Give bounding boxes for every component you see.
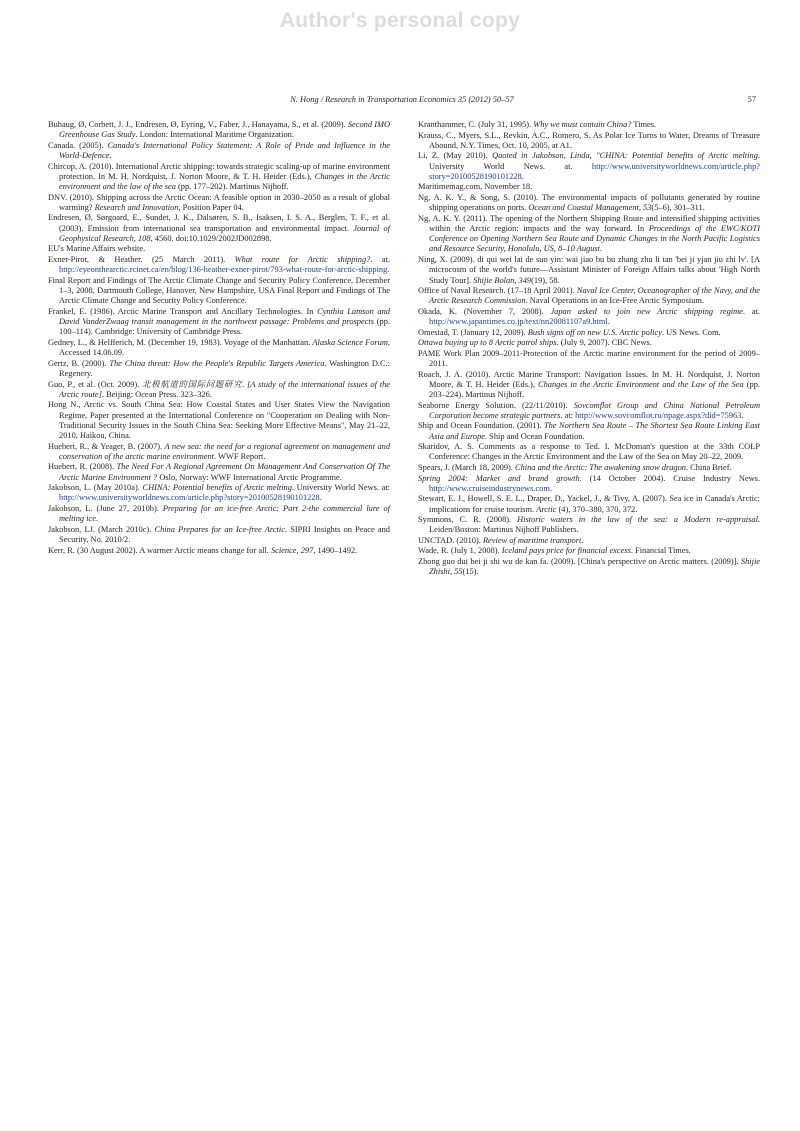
reference-text: , Position Paper 04. xyxy=(178,202,244,212)
reference-entry xyxy=(418,421,760,442)
reference-entry xyxy=(48,213,390,244)
reference-text: Times. xyxy=(631,120,657,129)
reference-text: . xyxy=(549,483,552,493)
reference-title: Journal of Geophysical Research, 108 xyxy=(59,223,390,243)
reference-text: Canada. (2005). xyxy=(48,140,108,150)
reference-title: Naval Ice Center, Oceanographer of the Navy, and the Arctic Research Commission xyxy=(429,286,760,306)
reference-title: Canada's International Policy Statement: A Role of Pride and Influence in the World-Defence xyxy=(59,140,390,161)
reference-text: . China Brief. xyxy=(685,463,732,472)
reference-text: Jakobson, LJ. (March 2010c). xyxy=(48,524,155,534)
reference-text: Office of Naval Research. (17–18 April 2001). xyxy=(418,286,577,296)
reference-text: Ning, X. (2009). di qui wei lai de suo yin: wai jiao bu bu zhang zhu li tan 'bei ji yjan jiu zhi lv'. [A microcosm of the world's future—Assistant Minister of Foreign Affairs talks about 'High North Study Tour]. xyxy=(418,255,760,285)
reference-title: Bush signs off on new U.S. Arctic policy xyxy=(527,327,662,337)
reference-text: Huebert, R., & Yeager, B. (2007). xyxy=(48,441,165,451)
reference-text: Ng, A. K. Y., & Song, S. (2010). The environmental impacts of pollutants generated by routine shipping operations on ports. xyxy=(418,192,760,213)
reference-entry xyxy=(418,463,760,473)
reference-text: . xyxy=(387,265,390,275)
reference-title: Research and Innovation xyxy=(94,202,179,212)
reference-text: Symmons, C. R. (2008). xyxy=(418,515,518,525)
reference-text: . xyxy=(581,535,584,545)
reference-entry xyxy=(418,307,760,328)
reference-title: Ottawa buying up to 8 Arctic patrol ships xyxy=(418,338,557,348)
reference-text: . at. xyxy=(370,255,391,265)
reference-entry xyxy=(418,120,760,130)
reference-text: , Accessed 14.06.09. xyxy=(59,337,390,358)
reference-title: Historic waters in the law of the sea: a Modern re-appraisal xyxy=(517,515,758,525)
reference-text: Final Report and Findings of The Arctic Climate Change and Security Policy Conference, December 1–3, 2008, Dartmouth College, Hanover, New Hampshire, USA Final Report and Findings of The Arctic Climate Change and Security Policy Conference. xyxy=(48,275,390,306)
reference-text: Krauss, C., Myers, S.L., Revkin, A.C., Romero, S. As Polar Ice Turns to Water, Dreams of Treasure Abound, N.Y. Times, Oct. 10, 2005, at A1. xyxy=(418,130,760,150)
reference-text: Roach, J. A. (2010). Arctic Marine Transport: Navigation Issues. In M. H. Nordquist, J. Norton Moore, & T. H. Heider (Eds.), xyxy=(418,369,760,389)
reference-title: Cynthia Lamson and David VanderZwaag transit management in the northwest passage: Problems and prospects xyxy=(59,306,390,327)
reference-title: China and the Arctic: The awakening snow dragon xyxy=(515,463,686,472)
reference-text: (pp. 177–202). Martinus Nijhoff. xyxy=(175,182,289,192)
reference-title: Changes in the Arctic Environment and the Law of the Sea xyxy=(538,379,744,389)
reference-title: Iceland pays price for financial excess xyxy=(501,546,631,556)
running-header xyxy=(48,95,756,109)
reference-text: DNV. (2010). Shipping across the Arctic Ocean: A feasible option in 2030–2050 as a result of global warming? xyxy=(48,192,390,212)
reference-text: . (July 9, 2007). CBC News. xyxy=(556,338,652,348)
reference-title: The China threat: How the People's Republic Targets America xyxy=(109,358,325,368)
reference-entry xyxy=(48,276,390,307)
reference-text: Kranthammer, C. (July 31, 1995). xyxy=(418,120,534,129)
reference-text: Endresen, Ø, Sørgoard, E., Sundet, J. K., Dalsøren, S. B., Isaksen, I. S. A., Berglen, T. F., et al. (2003). Emission from international sea transportation and environmental impact. xyxy=(48,213,390,233)
reference-title: The Need For A Regional Agreement On Management And Conservation Of The Arctic Marine Environment ? xyxy=(59,462,391,482)
reference-text: Jakobson, L. (May 2010a). xyxy=(48,483,143,493)
reference-text: Wade, R. (July 1, 2008). xyxy=(418,546,502,556)
reference-title: Alaska Science Forum xyxy=(312,337,388,347)
reference-text: Gertz, B. (2000). xyxy=(48,358,110,368)
reference-text: . US News. Com. xyxy=(661,327,721,337)
reference-title: Quoted in Jakobson, Linda, "CHINA: Potential benefits of Arctic melting xyxy=(492,151,758,161)
reference-title: Second IMO Greenhouse Gas Study xyxy=(59,120,391,140)
reference-title: Shijie Bolan, 349 xyxy=(473,275,532,285)
reference-text: Skaridov, A. S. Comments as a response to Ted. I. McDoman's question at the 33th COLP Conference: Changes in the Arctic Environment and the Law of the Sea on May 20–22, 2009. xyxy=(418,442,760,462)
reference-text: Spears, J. (March 18, 2009). xyxy=(418,463,515,472)
watermark: Author's personal copy xyxy=(279,9,521,32)
reference-text: . WWF Report. xyxy=(213,451,266,461)
reference-entry xyxy=(48,504,390,525)
reference-text: Ng, A. K. Y. (2011). The opening of the Northern Shipping Route and intensified shipping activities within the Arctic region: impacts and the way forward. In xyxy=(418,213,760,233)
reference-text: . University World News. at: xyxy=(291,483,391,493)
reference-title: Changes in the Arctic environment and the law of the sea xyxy=(59,171,390,192)
reference-title: CHINA: Potential benefits of Arctic melting xyxy=(142,483,292,493)
reference-entry xyxy=(418,515,760,536)
reference-title: Review of maritime transport xyxy=(482,535,582,545)
reference-text: Gedney, L., & Helfferich, M. (December 19, 1983). Voyage of the Manhattan. xyxy=(48,337,313,347)
reference-entry xyxy=(418,546,760,556)
reference-text: . xyxy=(319,493,322,503)
reference-text: . at: xyxy=(560,410,576,420)
reference-entry xyxy=(418,255,760,286)
reference-text: . Washington D.C.: Regenery. xyxy=(59,358,390,378)
reference-entry xyxy=(48,141,390,162)
reference-text: (19), 58. xyxy=(531,275,560,285)
reference-link[interactable]: http://www.sovcomflot.ru/npage.aspx?did=75963 xyxy=(575,410,742,420)
reference-entry xyxy=(48,359,390,380)
reference-title: Ocean and Coastal Management, 53 xyxy=(528,203,652,213)
reference-text: (5–6), 301–311. xyxy=(651,203,705,213)
reference-title: Preparing for an ice-free Arctic: Part 2-the commercial lure of melting ice xyxy=(59,504,390,524)
reference-link[interactable]: http://eyeonthearctic.rcinet.ca/en/blog/136-heather-exner-pirot/793-what-route-for-arctic-shipping xyxy=(59,265,388,275)
reference-text: . Ship and Ocean Foundation. xyxy=(484,431,585,441)
reference-text: . Beijing: Ocean Press. 323–326. xyxy=(101,389,212,399)
reference-entry xyxy=(48,307,390,338)
reference-title: Japan asked to join new Arctic shipping regime xyxy=(550,306,743,316)
reference-text: UNCTAD. (2010). xyxy=(418,535,483,545)
reference-entry xyxy=(418,494,760,515)
reference-text: Maritimemag.com, November 18. xyxy=(418,182,533,192)
reference-text: PAME Work Plan 2009–2011-Protection of the Arctic marine environment for the period of 2009–2011. xyxy=(418,348,760,369)
reference-text: . xyxy=(521,171,524,181)
reference-text: (4), 370–380, 370, 372. xyxy=(556,504,638,514)
reference-text: . xyxy=(109,151,112,161)
reference-title: Spring 2004: Market and brand growth xyxy=(418,473,580,483)
reference-text: Kerr, R. (30 August 2002). A warmer Arctic means change for all. xyxy=(48,545,271,555)
reference-entry xyxy=(48,244,390,254)
reference-text: Buhaug, Ø, Corbett, J. J., Endresen, Ø, Eyring, V., Faber, J., Hanayama, S., et al. (2009). xyxy=(48,120,348,129)
reference-entry xyxy=(418,349,760,370)
reference-title: Proceedings of the EWC/KOTI Conference on Opening Northern Sea Route and Dynamic Changes in the North Pacific Logistics and Resource Security, Honolulu, US, 8–10 August xyxy=(429,223,760,254)
reference-entry xyxy=(418,131,760,152)
reference-text: Ship and Ocean Foundation. (2001). xyxy=(418,421,544,431)
reference-text: (pp. 203–224). Martinus Nijhoff. xyxy=(429,379,760,400)
reference-title: 北极航道的国际问题研究. [A study of the international issues of the Arctic route] xyxy=(59,379,390,399)
reference-entry xyxy=(418,474,760,495)
reference-text: EU's Marine Affairs website. xyxy=(48,244,146,254)
reference-text: . University World News. at. xyxy=(429,151,760,171)
reference-entry xyxy=(418,151,760,182)
reference-text: Zhong guo dui bei ji shi wu de kan fa. (2009). [China's perspective on Arctic matters. (2009)]. xyxy=(418,557,741,567)
reference-text: (15). xyxy=(462,567,479,577)
reference-text: Frankel, E. (1986). Arctic Marine Transport and Ancillary Technologies. In xyxy=(48,306,318,316)
reference-text: , 4560. doi:10.1029/2002JD002898. xyxy=(150,233,272,243)
reference-entry xyxy=(418,370,760,401)
reference-entry xyxy=(418,338,760,348)
reference-text: . at. xyxy=(742,306,760,316)
reference-text: (pp. 100–114). Cambridge: University of Cambridge Press. xyxy=(59,317,390,337)
reference-title: Sovcomflot Group and China National Petroleum Corporation become strategic partners xyxy=(429,400,760,420)
reference-title: Science, 297 xyxy=(270,545,314,555)
reference-text: . Naval Operations in an Ice-Free Arctic Symposium. xyxy=(525,296,704,306)
reference-text: , 1490–1492. xyxy=(313,545,358,555)
reference-text: Exner-Pirot, & Heather. (25 March 2011). xyxy=(48,255,235,265)
reference-entry xyxy=(418,442,760,463)
reference-entry xyxy=(418,214,760,255)
reference-text: . SIPRI Insights on Peace and Security, No. 2010/2. xyxy=(59,524,390,545)
reference-text: Omestad, T. (January 12, 2009). xyxy=(418,327,528,337)
reference-text: . xyxy=(599,244,603,254)
reference-title: A new sea: the need for a regional agreement on management and conservation of the arctic marine environment xyxy=(59,441,391,461)
reference-text: Huebert, R. (2008). xyxy=(48,462,117,472)
reference-entry xyxy=(48,193,390,214)
reference-entry xyxy=(418,193,760,214)
reference-link[interactable]: http://www.japantimes.co.jp/text/nn20081107a9.html xyxy=(429,317,608,327)
reference-entry xyxy=(48,120,390,141)
reference-entry xyxy=(418,536,760,546)
reference-entry xyxy=(48,462,390,483)
page-number: 57 xyxy=(747,95,756,104)
reference-text: . xyxy=(95,514,99,524)
reference-entry xyxy=(48,525,390,546)
reference-title: Shijie Zhishi, 55 xyxy=(429,557,760,577)
references-right-column xyxy=(418,120,760,578)
reference-title: The Northern Sea Route – The Shortest Sea Route Linking East Asia and Europe xyxy=(429,421,760,441)
reference-entry xyxy=(48,255,390,276)
reference-entry xyxy=(48,546,390,556)
reference-text: . London: International Maritime Organization. xyxy=(135,130,294,140)
reference-entry xyxy=(418,286,760,307)
reference-text: . xyxy=(741,410,744,420)
reference-text: Li, Z. (May 2010). xyxy=(418,151,493,161)
reference-text: . xyxy=(607,317,610,327)
reference-text: . (14 October 2004). Cruise Industry News. xyxy=(579,473,761,483)
reference-entry xyxy=(418,328,760,338)
reference-text: Oslo, Norway: WWF International Arctic Programme. xyxy=(157,472,342,482)
reference-text: . Leiden/Boston: Martinus Nijhoff Publishers. xyxy=(429,515,760,535)
reference-title: What route for Arctic shipping? xyxy=(234,255,371,265)
reference-entry xyxy=(48,338,390,359)
reference-title: Why we must contain China? xyxy=(533,120,632,129)
reference-text: Chircop, A. (2010). International Arctic shipping: towards strategic scaling-up of marine environment protection. In M. H. Nordquist, J. Norton Moore, & T. H. Heider (Eds.), xyxy=(48,161,390,181)
reference-entry xyxy=(48,400,390,441)
reference-text: Guo, P., et al. (Oct. 2009). xyxy=(48,379,143,389)
reference-entry xyxy=(48,162,390,193)
reference-link[interactable]: http://www.universityworldnews.com/article.php?story=20100528190101228 xyxy=(429,161,760,181)
reference-title: Arctic xyxy=(536,504,557,514)
journal-citation: N. Hong / Research in Transportation Economics 35 (2012) 50–57 xyxy=(290,95,514,104)
reference-text: . Financial Times. xyxy=(630,546,691,556)
reference-text: Hong N., Arctic vs. South China Sea: How Coastal States and User States View the Navigation Regime, Paper presented at the International Conference on "Cooperation on Dealing with Non-Traditional Security Issues in the South China Sea: Seeking More Effective Means", May 21–22, 2010, Haikou, China. xyxy=(48,400,390,441)
reference-text: Jakobson, L. (June 27, 2010b). xyxy=(48,504,163,513)
reference-entry xyxy=(48,483,390,504)
reference-link[interactable]: http://www.cruiseindustrynews.com xyxy=(429,483,550,493)
reference-text: Okada, K. (November 7, 2008). xyxy=(418,306,551,316)
reference-entry xyxy=(48,380,390,401)
reference-entry xyxy=(418,401,760,422)
reference-link[interactable]: http://www.universityworldnews.com/article.php?story=20100528190101228 xyxy=(59,493,320,503)
reference-text: Seaborne Energy Solution. (22/11/2010). xyxy=(418,400,574,410)
references-left-column xyxy=(48,120,390,556)
reference-title: China Prepares for an Ice-free Arctic xyxy=(154,524,285,534)
reference-entry xyxy=(418,182,760,192)
reference-text: Stewart, E. J., Howell, S. E. L., Draper, D., Yackel, J., & Tivy, A. (2007). Sea ice in Canada's Arctic: implications for cruise tourism. xyxy=(418,494,760,514)
reference-entry xyxy=(48,442,390,463)
reference-entry xyxy=(418,557,760,578)
